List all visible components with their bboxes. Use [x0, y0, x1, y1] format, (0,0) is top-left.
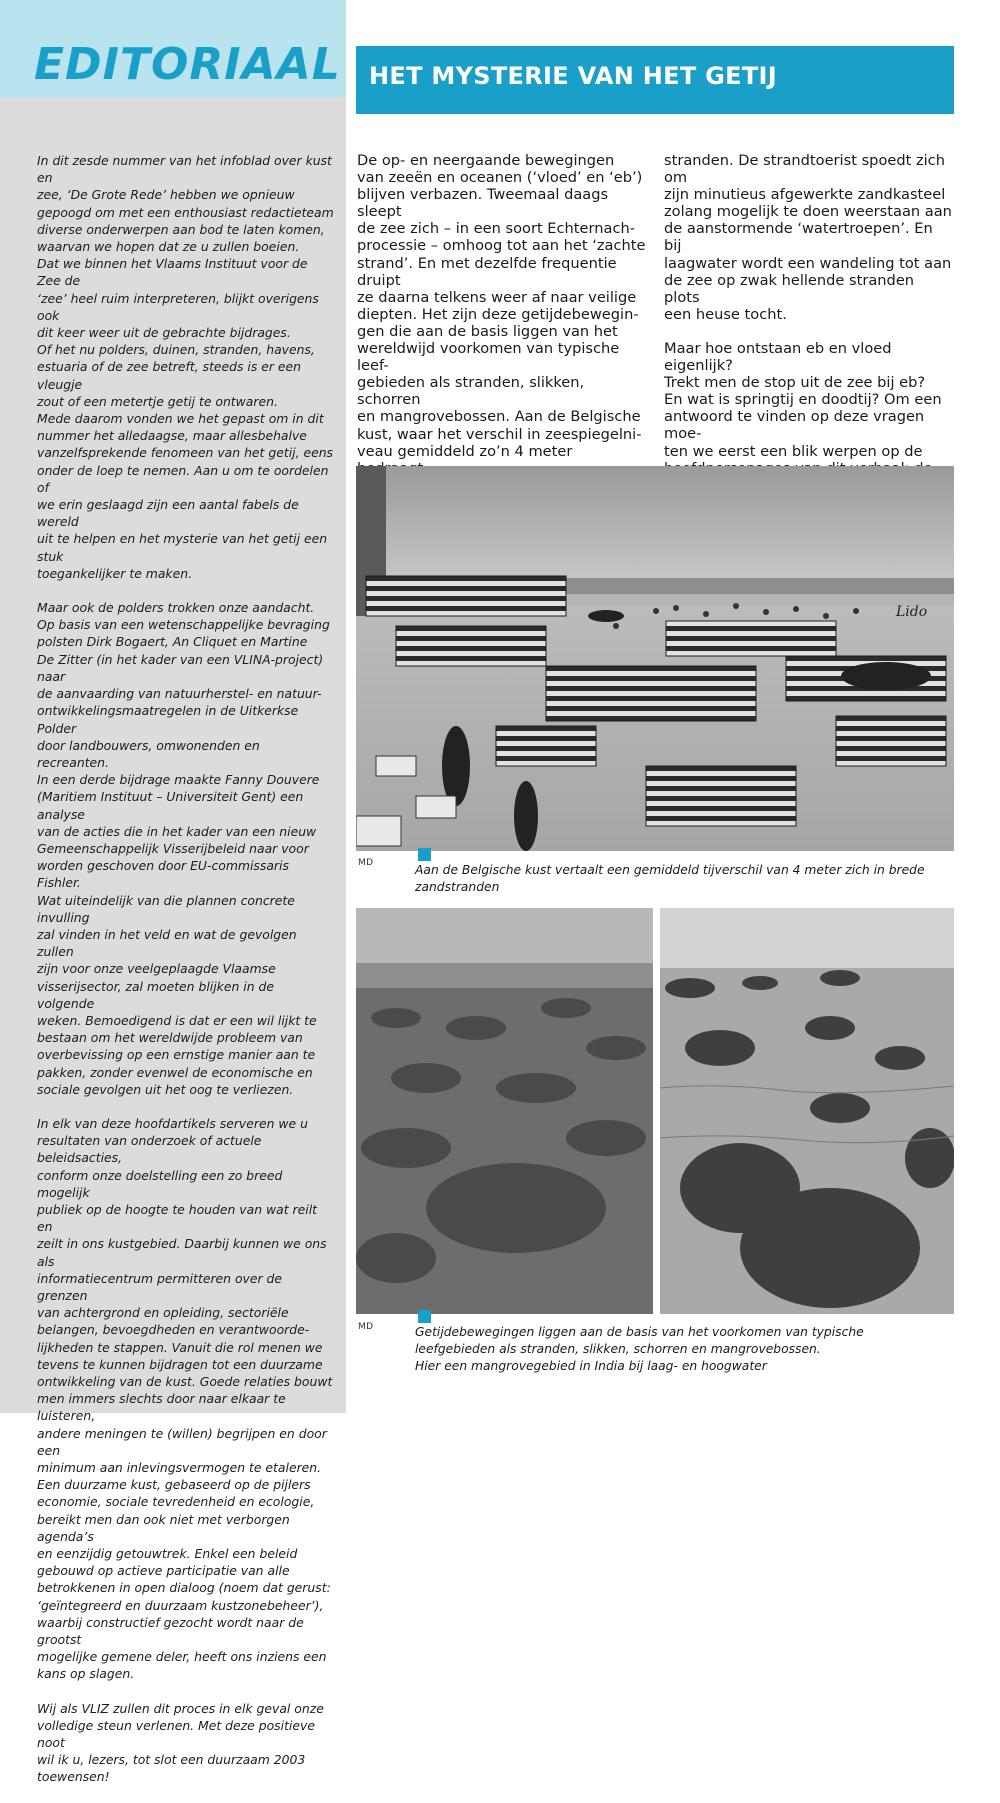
caption-marker: [418, 848, 431, 861]
beach-photo-illustration: [356, 466, 954, 851]
editorial-paragraph: In dit zesde nummer van het infoblad over kust en zee, ‘De Grote Rede’ hebben we opnieuw gepoogd om met een enthousiast redactieteam diverse onderwerpen aan bod te laten komen, waarvan we hopen dat ze u zullen boeien. Dat we binnen het Vlaams Instituut voor de Zee de ‘zee’ heel ruim interpreteren, blijkt overigens ook dit keer weer uit de gebrachte bijdrages. Of het nu polders, duinen, stranden, havens, estuaria of de zee betreft, steeds is er een vleugje zout of een metertje getij te ontwaren. Mede daarom vonden we het gepast om in dit nummer het alledaagse, maar allesbehalve vanzelfsprekende fenomeen van het getij, eens onder de loep te nemen. Aan u om te oordelen of we erin geslaagd zijn een aantal fabels de wereld uit te helpen en het mysterie van het getij een stuk toegankelijker te maken.: [37, 153, 334, 581]
beach-photo-credit: MD: [358, 858, 374, 868]
article-header: [356, 46, 954, 114]
mangrove-high-tide-photo: [660, 908, 954, 1314]
editorial-body: [37, 152, 335, 1803]
editorial-paragraph: Wij als VLIZ zullen dit proces in elk geval onze volledige steun verlenen. Met deze positieve noot wil ik u, lezers, tot slot een duurzaam 2003 toewensen!: [37, 1700, 324, 1785]
mangrove-high-illustration: [660, 908, 954, 1314]
beach-sign-text: Lido: [896, 604, 928, 620]
caption-line: Getijdebewegingen liggen aan de basis van het voorkomen van typische: [415, 1325, 864, 1339]
beach-caption: [415, 862, 925, 896]
caption-line: Aan de Belgische kust vertaalt een gemiddeld tijverschil van 4 meter zich in brede: [415, 863, 925, 877]
beach-photo: [356, 466, 954, 851]
article-paragraph: Maar hoe ontstaan eb en vloed eigenlijk? Trekt men de stop uit de zee bij eb? En wat is springtij en doodtij? Om een antwoord te vinden op deze vragen moe- ten we eerst een blik werpen op de: [664, 339, 942, 460]
mangrove-photo-credit: MD: [358, 1322, 374, 1332]
article-title: HET MYSTERIE VAN HET GETIJ: [369, 62, 777, 90]
article-paragraph: De op- en neergaande bewegingen van zeeën en oceanen (‘vloed’ en ‘eb’) blijven verbazen. Tweemaal daags sleept de zee zich – in een soort Echternach- processie – omhoog tot aan het ‘zachte strand’. En met dezelfde frequentie druipt ze daarna telkens weer af naar veilige diepten. Het zijn deze getijdebewegin- gen die aan de basis liggen van het wereldwijd voorkomen van typische leef- gebieden als stranden, slikken, schorren en mangrovebossen. Aan de Belgische kust, waar het verschil in zeespiegelni- veau gemiddeld zo’n 4 meter: [357, 152, 646, 460]
editorial-paragraph: In elk van deze hoofdartikels serveren we u resultaten van onderzoek of actuele beleidsacties, conform onze doelstelling een zo breed mogelijk publiek op de hoogte te houden van wat reilt en zeilt in ons kustgebied. Daarbij kunnen we ons als informatiecentrum permitteren over de grenzen van achtergrond en opleiding, sectoriële belangen, bevoegdheden en verantwoorde- lijkheden te stappen. Vanuit die rol menen we tevens te kunnen bijdragen tot een duurzame ontwikkeling van de kust. Goede relaties bouwt men immers slechts door naar elkaar te luisteren, andere meningen te (willen) begrijpen en door een minimum aan inlevingsvermogen te etaleren. Een duurzame kust, gebaseerd op de pijlers economie, sociale tevredenheid en ecologie, bereikt men dan ook niet met verborgen agenda’s en eenzijdig getouwtrek. Enkel een beleid gebouwd op actieve participatie van alle betrokkenen in open dialoog (noem dat gerust: ‘geïntegreerd en duurzaam kustzonebeheer’), waarbij constructief gezocht wordt naar de grootst mogelijke gemene deler, heeft ons inziens een kans op slagen.: [37, 1115, 333, 1682]
editorial-paragraph: Maar ook de polders trokken onze aandacht. Op basis van een wetenschappelijke bevraging polsten Dirk Bogaert, An Cliquet en Martine De Zitter (in het kader van een VLINA-project) naar de aanvaarding van natuurherstel- en natuur- ontwikkelingsmaatregelen in de Uitkerkse Polder door landbouwers, omwonenden en recreanten. In een derde bijdrage maakte Fanny Douvere (Maritiem Instituut – Universiteit Gent) een analyse van de acties die in het kader van een nieuw Gemeenschappelijk Visserijbeleid naar voor worden geschoven door EU-commissaris Fishler. Wat uiteindelijk van die plannen concrete invulling zal vinden in het veld en wat de gevolgen zullen zijn voor onze veelgeplaagde Vlaamse visserijsector, zal moeten blijken in de volgende weken. Bemoedigend is dat er een wil lijkt te bestaan om het wereldwijde probleem van overbevissing op een ernstige manier aan te pakken, zonder evenwel de economische en sociale gevolgen uit het oog te verliezen.: [37, 600, 330, 1097]
editorial-header: [0, 0, 346, 97]
mangrove-caption: [415, 1324, 864, 1375]
mangrove-low-illustration: [356, 908, 653, 1314]
editorial-heading: EDITORIAAL: [34, 39, 341, 90]
caption-line: zandstranden: [415, 880, 500, 894]
mangrove-low-tide-photo: [356, 908, 653, 1314]
caption-marker: [418, 1310, 431, 1323]
caption-line: Hier een mangrovegebied in India bij laag- en hoogwater: [415, 1359, 767, 1373]
editorial-sidebar: [0, 0, 346, 1785]
caption-line: leefgebieden als stranden, slikken, schorren en mangrovebossen.: [415, 1342, 821, 1356]
article-paragraph: stranden. De strandtoerist spoedt zich om zijn minutieus afgewerkte zandkasteel zolang mogelijk te doen weerstaan aan de aanstormende ‘watertroepen’. En bij laagwater wordt een wandeling tot aan de zee op zwak hellende stranden plots een heuse tocht.: [664, 152, 952, 323]
